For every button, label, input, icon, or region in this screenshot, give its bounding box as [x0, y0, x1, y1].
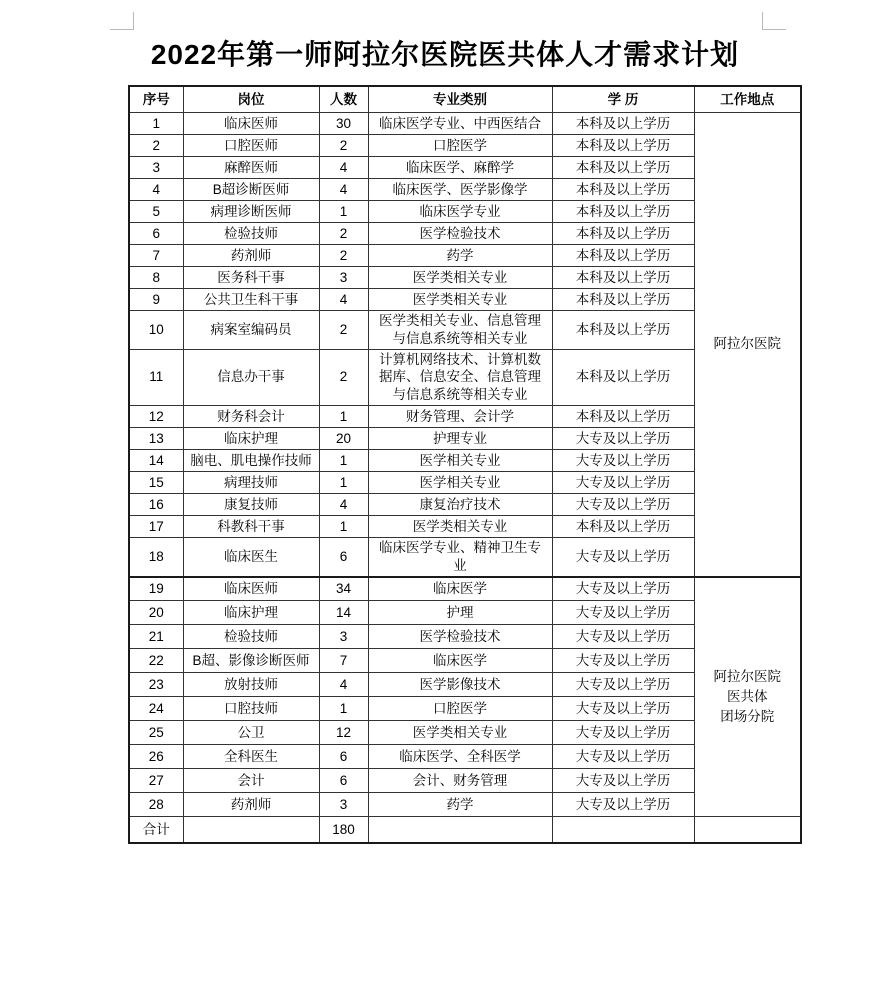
education-cell: 大专及以上学历: [552, 494, 694, 516]
total-count-cell: 180: [319, 817, 368, 843]
education-cell: 本科及以上学历: [552, 311, 694, 350]
major-cell: 医学类相关专业: [368, 721, 552, 745]
count-cell: 2: [319, 135, 368, 157]
education-cell: 本科及以上学历: [552, 157, 694, 179]
count-cell: 1: [319, 472, 368, 494]
seq-cell: 16: [129, 494, 183, 516]
count-cell: 4: [319, 289, 368, 311]
education-cell: 本科及以上学历: [552, 516, 694, 538]
major-cell: 药学: [368, 245, 552, 267]
position-cell: 口腔医师: [183, 135, 319, 157]
seq-cell: 7: [129, 245, 183, 267]
education-cell: 大专及以上学历: [552, 745, 694, 769]
column-header: 序号: [129, 86, 183, 113]
seq-cell: 17: [129, 516, 183, 538]
count-cell: 14: [319, 601, 368, 625]
location-line: 团场分院: [720, 708, 775, 724]
education-cell: 大专及以上学历: [552, 793, 694, 817]
table-row: [129, 113, 801, 135]
seq-cell: 15: [129, 472, 183, 494]
education-cell: 本科及以上学历: [552, 267, 694, 289]
education-cell: 本科及以上学历: [552, 113, 694, 135]
major-cell: 医学相关专业: [368, 450, 552, 472]
count-cell: 2: [319, 311, 368, 350]
count-cell: 30: [319, 113, 368, 135]
seq-cell: 26: [129, 745, 183, 769]
education-cell: 本科及以上学历: [552, 135, 694, 157]
count-cell: 12: [319, 721, 368, 745]
position-cell: 财务科会计: [183, 406, 319, 428]
count-cell: 1: [319, 697, 368, 721]
count-cell: 3: [319, 625, 368, 649]
seq-cell: 1: [129, 113, 183, 135]
seq-cell: 27: [129, 769, 183, 793]
recruitment-table: [128, 85, 802, 844]
count-cell: 20: [319, 428, 368, 450]
count-cell: 4: [319, 673, 368, 697]
count-cell: 7: [319, 649, 368, 673]
major-cell: 医学影像技术: [368, 673, 552, 697]
education-cell: 大专及以上学历: [552, 472, 694, 494]
count-cell: 6: [319, 745, 368, 769]
major-cell: 临床医学专业、中西医结合: [368, 113, 552, 135]
education-cell: [552, 817, 694, 843]
education-cell: 本科及以上学历: [552, 223, 694, 245]
major-cell: 医学类相关专业: [368, 267, 552, 289]
major-cell: 护理: [368, 601, 552, 625]
text-boundary-corner-right-icon: [762, 12, 786, 30]
seq-cell: 3: [129, 157, 183, 179]
education-cell: 本科及以上学历: [552, 406, 694, 428]
seq-cell: 19: [129, 577, 183, 601]
count-cell: 4: [319, 179, 368, 201]
position-cell: 临床医师: [183, 577, 319, 601]
column-header: 岗位: [183, 86, 319, 113]
count-cell: 3: [319, 793, 368, 817]
position-cell: 药剂师: [183, 793, 319, 817]
position-cell: 全科医生: [183, 745, 319, 769]
position-cell: 病理诊断医师: [183, 201, 319, 223]
major-cell: 临床医学专业、精神卫生专业: [368, 538, 552, 577]
position-cell: 公卫: [183, 721, 319, 745]
education-cell: 大专及以上学历: [552, 450, 694, 472]
count-cell: 4: [319, 494, 368, 516]
count-cell: 34: [319, 577, 368, 601]
seq-cell: 5: [129, 201, 183, 223]
seq-cell: 12: [129, 406, 183, 428]
major-cell: 临床医学、全科医学: [368, 745, 552, 769]
position-cell: [183, 817, 319, 843]
position-cell: 病案室编码员: [183, 311, 319, 350]
major-cell: 护理专业: [368, 428, 552, 450]
education-cell: 大专及以上学历: [552, 428, 694, 450]
column-header: 专业类别: [368, 86, 552, 113]
position-cell: 临床医生: [183, 538, 319, 577]
seq-cell: 25: [129, 721, 183, 745]
major-cell: 药学: [368, 793, 552, 817]
major-cell: 康复治疗技术: [368, 494, 552, 516]
seq-cell: 8: [129, 267, 183, 289]
position-cell: 公共卫生科干事: [183, 289, 319, 311]
count-cell: 1: [319, 450, 368, 472]
position-cell: B超、影像诊断医师: [183, 649, 319, 673]
count-cell: 1: [319, 201, 368, 223]
position-cell: 临床护理: [183, 601, 319, 625]
major-cell: 计算机网络技术、计算机数据库、信息安全、信息管理与信息系统等相关专业: [368, 349, 552, 405]
major-cell: 临床医学: [368, 577, 552, 601]
education-cell: 大专及以上学历: [552, 697, 694, 721]
count-cell: 1: [319, 516, 368, 538]
position-cell: 病理技师: [183, 472, 319, 494]
major-cell: 临床医学、麻醉学: [368, 157, 552, 179]
count-cell: 2: [319, 349, 368, 405]
education-cell: 本科及以上学历: [552, 245, 694, 267]
seq-cell: 22: [129, 649, 183, 673]
text-boundary-corner-left-icon: [110, 12, 134, 30]
seq-cell: 13: [129, 428, 183, 450]
education-cell: 大专及以上学历: [552, 721, 694, 745]
location-cell: [694, 577, 801, 817]
position-cell: 麻醉医师: [183, 157, 319, 179]
location-line: 医共体: [727, 688, 768, 704]
major-cell: [368, 817, 552, 843]
education-cell: 大专及以上学历: [552, 625, 694, 649]
education-cell: 大专及以上学历: [552, 577, 694, 601]
seq-cell: 14: [129, 450, 183, 472]
seq-cell: 28: [129, 793, 183, 817]
total-row: [129, 817, 801, 843]
position-cell: 医务科干事: [183, 267, 319, 289]
seq-cell: 2: [129, 135, 183, 157]
major-cell: 临床医学专业: [368, 201, 552, 223]
major-cell: 医学类相关专业、信息管理与信息系统等相关专业: [368, 311, 552, 350]
major-cell: 医学类相关专业: [368, 289, 552, 311]
count-cell: 3: [319, 267, 368, 289]
position-cell: 药剂师: [183, 245, 319, 267]
education-cell: 大专及以上学历: [552, 649, 694, 673]
major-cell: 财务管理、会计学: [368, 406, 552, 428]
seq-cell: 23: [129, 673, 183, 697]
count-cell: 2: [319, 245, 368, 267]
major-cell: 医学类相关专业: [368, 516, 552, 538]
count-cell: 2: [319, 223, 368, 245]
header-row: [129, 86, 801, 113]
page-title: 2022年第一师阿拉尔医院医共体人才需求计划: [150, 39, 740, 70]
education-cell: 本科及以上学历: [552, 349, 694, 405]
seq-cell: 24: [129, 697, 183, 721]
position-cell: 放射技师: [183, 673, 319, 697]
seq-cell: 11: [129, 349, 183, 405]
position-cell: 临床护理: [183, 428, 319, 450]
education-cell: 大专及以上学历: [552, 538, 694, 577]
major-cell: 医学检验技术: [368, 625, 552, 649]
major-cell: 口腔医学: [368, 135, 552, 157]
position-cell: 检验技师: [183, 223, 319, 245]
major-cell: 医学相关专业: [368, 472, 552, 494]
education-cell: 大专及以上学历: [552, 601, 694, 625]
table-row: [129, 577, 801, 601]
position-cell: 康复技师: [183, 494, 319, 516]
position-cell: 临床医师: [183, 113, 319, 135]
position-cell: 会计: [183, 769, 319, 793]
position-cell: B超诊断医师: [183, 179, 319, 201]
location-cell: [694, 817, 801, 843]
count-cell: 6: [319, 538, 368, 577]
major-cell: 医学检验技术: [368, 223, 552, 245]
count-cell: 4: [319, 157, 368, 179]
position-cell: 检验技师: [183, 625, 319, 649]
position-cell: 科教科干事: [183, 516, 319, 538]
position-cell: 脑电、肌电操作技师: [183, 450, 319, 472]
major-cell: 会计、财务管理: [368, 769, 552, 793]
location-line: 阿拉尔医院: [713, 668, 781, 684]
column-header: 工作地点: [694, 86, 801, 113]
column-header: 人数: [319, 86, 368, 113]
count-cell: 1: [319, 406, 368, 428]
position-cell: 信息办干事: [183, 349, 319, 405]
seq-cell: 4: [129, 179, 183, 201]
education-cell: 本科及以上学历: [552, 179, 694, 201]
major-cell: 临床医学、医学影像学: [368, 179, 552, 201]
total-label-cell: 合计: [129, 817, 183, 843]
major-cell: 临床医学: [368, 649, 552, 673]
education-cell: 大专及以上学历: [552, 769, 694, 793]
location-line: 阿拉尔医院: [713, 336, 781, 352]
seq-cell: 10: [129, 311, 183, 350]
seq-cell: 20: [129, 601, 183, 625]
education-cell: 大专及以上学历: [552, 673, 694, 697]
education-cell: 本科及以上学历: [552, 289, 694, 311]
column-header: 学 历: [552, 86, 694, 113]
major-cell: 口腔医学: [368, 697, 552, 721]
seq-cell: 21: [129, 625, 183, 649]
education-cell: 本科及以上学历: [552, 201, 694, 223]
seq-cell: 6: [129, 223, 183, 245]
location-cell: [694, 113, 801, 577]
position-cell: 口腔技师: [183, 697, 319, 721]
seq-cell: 9: [129, 289, 183, 311]
seq-cell: 18: [129, 538, 183, 577]
count-cell: 6: [319, 769, 368, 793]
